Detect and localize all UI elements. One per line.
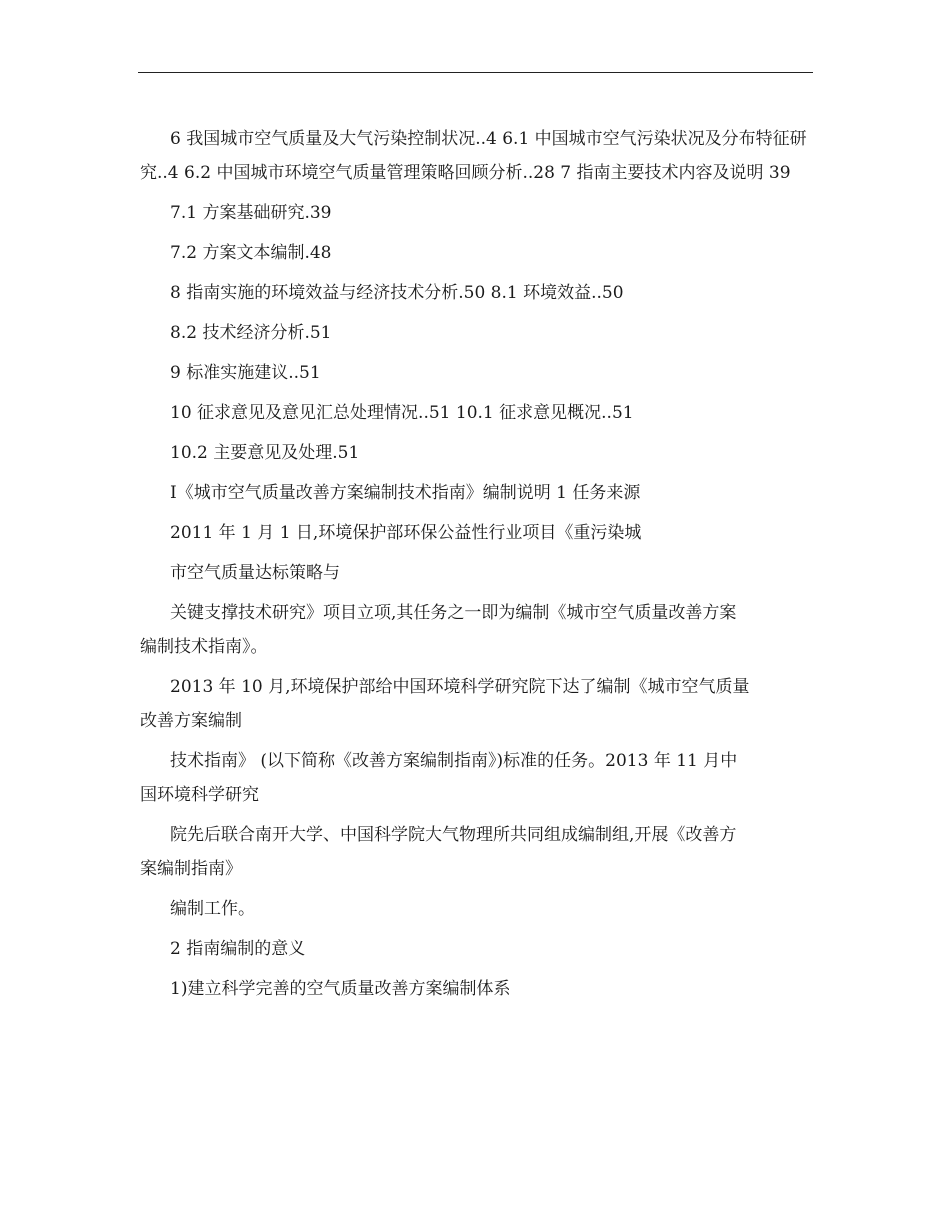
body-line: 国环境科学研究 <box>140 785 259 805</box>
document-body <box>140 122 810 1012</box>
toc-line-10: 10 征求意见及意见汇总处理情况..51 10.1 征求意见概况..51 <box>170 403 634 423</box>
toc-line-7-2: 7.2 方案文本编制.48 <box>170 243 332 263</box>
toc-line-7-1: 7.1 方案基础研究.39 <box>170 203 332 223</box>
body-line: 市空气质量达标策略与 <box>170 563 340 583</box>
body-line: 编制技术指南》。 <box>140 637 268 657</box>
body-line: 2013 年 10 月,环境保护部给中国环境科学研究院下达了编制《城市空气质量 <box>170 677 750 697</box>
body-line: 2011 年 1 月 1 日,环境保护部环保公益性行业项目《重污染城 <box>170 523 642 543</box>
body-line: 关键支撑技术研究》项目立项,其任务之一即为编制《城市空气质量改善方案 <box>170 603 737 623</box>
body-line: 编制工作。 <box>170 899 255 919</box>
toc-line-10-2: 10.2 主要意见及处理.51 <box>170 443 360 463</box>
header-rule <box>138 72 813 73</box>
section-heading-2: 2 指南编制的意义 <box>170 939 306 959</box>
body-line: 案编制指南》 <box>140 859 242 879</box>
body-line: 改善方案编制 <box>140 711 242 731</box>
toc-line-8-2: 8.2 技术经济分析.51 <box>170 323 332 343</box>
body-line: 技术指南》 (以下简称《改善方案编制指南》)标准的任务。2013 年 11 月中 <box>170 751 738 771</box>
toc-line-8: 8 指南实施的环境效益与经济技术分析.50 8.1 环境效益..50 <box>170 283 624 303</box>
section-heading-1: I《城市空气质量改善方案编制技术指南》编制说明 1 任务来源 <box>170 483 641 503</box>
body-line: 院先后联合南开大学、中国科学院大气物理所共同组成编制组,开展《改善方 <box>170 825 737 845</box>
toc-line-9: 9 标准实施建议..51 <box>170 363 321 383</box>
subsection-heading-1: 1)建立科学完善的空气质量改善方案编制体系 <box>170 979 511 999</box>
toc-paragraph-6: 6 我国城市空气质量及大气污染控制状况..4 6.1 中国城市空气污染状况及分布特征研究..4 6.2 中国城市环境空气质量管理策略回顾分析..28 7 指南主要技术内容及说明 39 <box>140 129 807 183</box>
